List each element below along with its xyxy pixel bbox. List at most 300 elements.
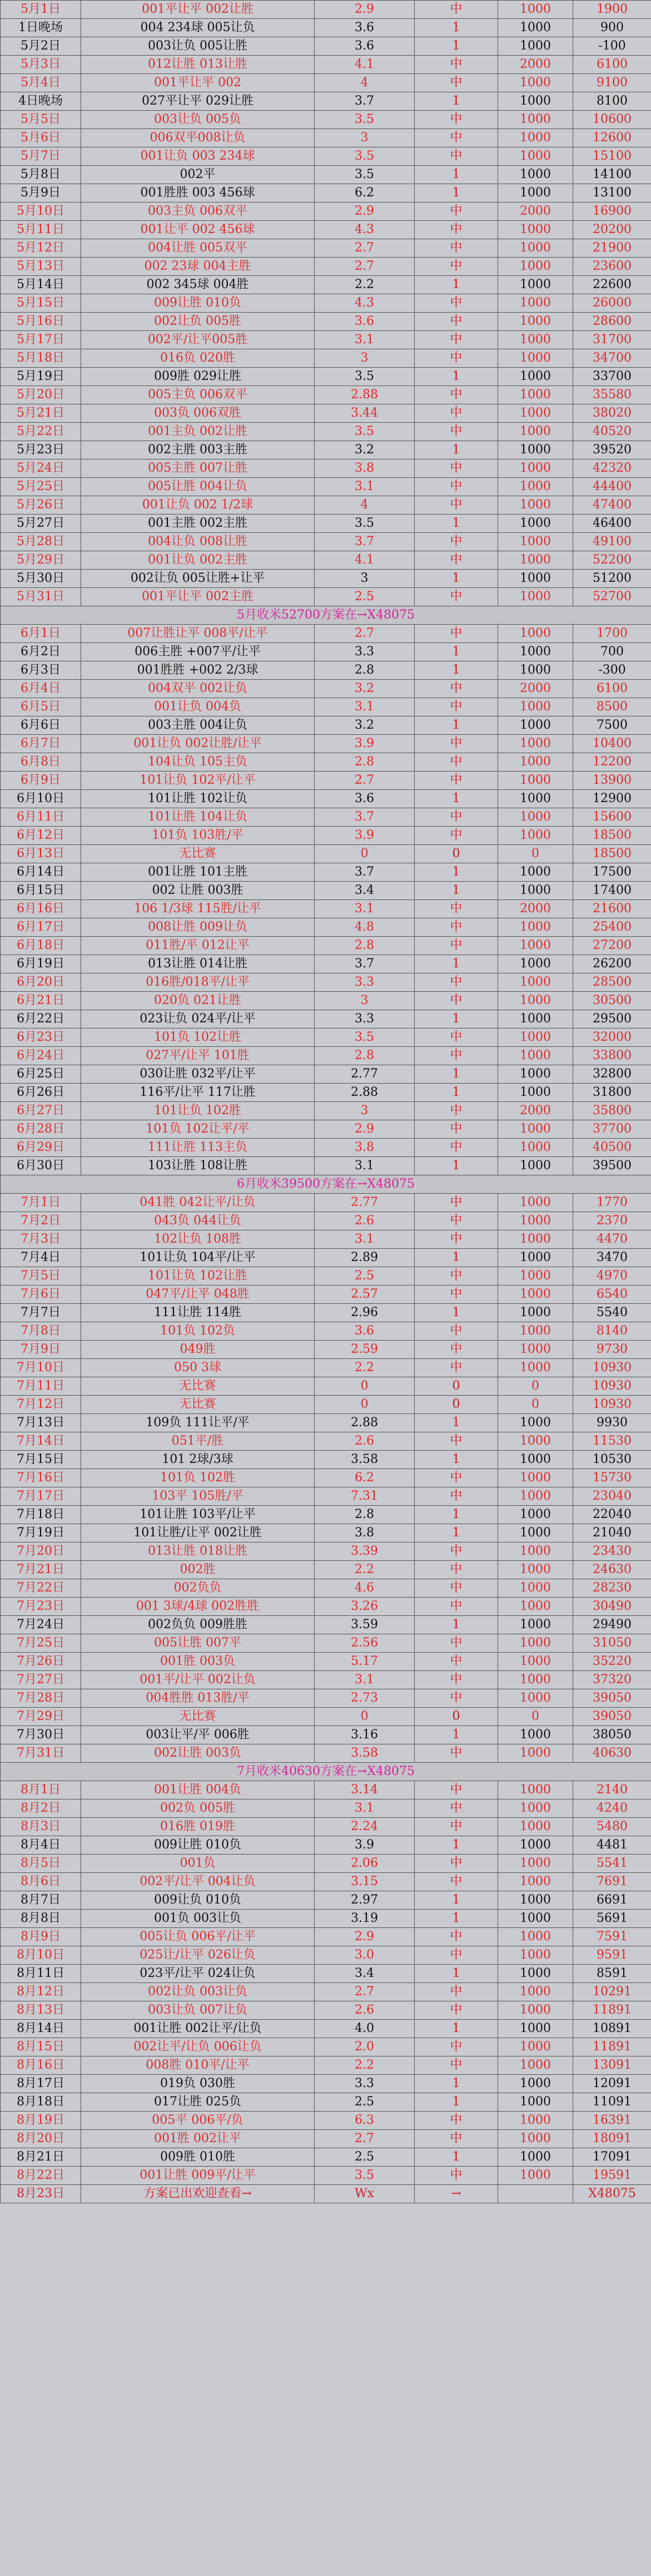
odds-cell: 3.7 <box>315 863 415 882</box>
result-cell: 中 <box>415 258 498 276</box>
date-cell: 6月16日 <box>1 900 81 918</box>
date-cell: 6月30日 <box>1 1157 81 1175</box>
stake-cell: 1000 <box>498 955 573 973</box>
odds-cell: 3.5 <box>315 423 415 441</box>
odds-cell: 3.2 <box>315 441 415 459</box>
table-row <box>1 1249 651 1267</box>
stake-cell: 1000 <box>498 1 573 19</box>
table-row <box>1 827 651 845</box>
picks-cell: 001让胜 002让平/让负 <box>81 2020 315 2038</box>
stake-cell: 2000 <box>498 56 573 74</box>
date-cell: 6月4日 <box>1 680 81 698</box>
result-cell: 中 <box>415 313 498 331</box>
odds-cell: 4.0 <box>315 2020 415 2038</box>
picks-cell: 103平 105胜/平 <box>81 1487 315 1506</box>
stake-cell: 1000 <box>498 698 573 716</box>
footer-blank <box>498 2185 573 2203</box>
odds-cell: 4.1 <box>315 56 415 74</box>
table-row <box>1 111 651 129</box>
balance-cell: 29490 <box>573 1616 651 1634</box>
picks-cell: 041胜 042让平/让负 <box>81 1194 315 1212</box>
odds-cell: 3.1 <box>315 1799 415 1818</box>
result-cell: 中 <box>415 496 498 515</box>
stake-cell: 1000 <box>498 441 573 459</box>
footer-contact-id: X48075 <box>573 2185 651 2203</box>
date-cell: 6月29日 <box>1 1139 81 1157</box>
result-cell: 中 <box>415 349 498 368</box>
table-row <box>1 1634 651 1653</box>
table-row <box>1 1469 651 1487</box>
picks-cell: 050 3球 <box>81 1359 315 1377</box>
result-cell: 中 <box>415 698 498 716</box>
date-cell: 7月3日 <box>1 1230 81 1249</box>
odds-cell: 3.1 <box>315 478 415 496</box>
stake-cell: 1000 <box>498 735 573 753</box>
date-cell: 5月13日 <box>1 258 81 276</box>
table-row <box>1 551 651 570</box>
odds-cell: 3.5 <box>315 2167 415 2185</box>
result-cell: 中 <box>415 735 498 753</box>
result-cell: 1 <box>415 1891 498 1910</box>
table-row <box>1 1120 651 1139</box>
month-summary-row <box>1 1763 651 1781</box>
balance-cell: 24630 <box>573 1561 651 1579</box>
odds-cell: 2.97 <box>315 1891 415 1910</box>
date-cell: 6月12日 <box>1 827 81 845</box>
stake-cell: 1000 <box>498 1047 573 1065</box>
table-row <box>1 1359 651 1377</box>
odds-cell: 2.73 <box>315 1689 415 1708</box>
table-row <box>1 202 651 221</box>
balance-cell: 40520 <box>573 423 651 441</box>
balance-cell: 7591 <box>573 1928 651 1946</box>
footer-message: 方案已出欢迎查看→ <box>81 2185 315 2203</box>
stake-cell: 1000 <box>498 239 573 258</box>
date-cell: 5月17日 <box>1 331 81 349</box>
date-cell: 5月6日 <box>1 129 81 147</box>
table-row <box>1 1341 651 1359</box>
odds-cell: 2.6 <box>315 1432 415 1451</box>
table-row <box>1 1304 651 1322</box>
picks-cell: 001胜胜 +002 2/3球 <box>81 661 315 680</box>
date-cell: 6月23日 <box>1 1029 81 1047</box>
picks-cell: 001让负 004负 <box>81 698 315 716</box>
result-cell: 1 <box>415 1524 498 1542</box>
table-row <box>1 1084 651 1102</box>
result-cell: 中 <box>415 918 498 937</box>
balance-cell: 5691 <box>573 1910 651 1928</box>
table-row <box>1 1726 651 1744</box>
stake-cell: 1000 <box>498 1542 573 1561</box>
picks-cell: 003负 006双胜 <box>81 404 315 423</box>
stake-cell: 1000 <box>498 19 573 37</box>
picks-cell: 101让胜/让平 002让胜 <box>81 1524 315 1542</box>
result-cell: 中 <box>415 808 498 827</box>
ledger-body <box>1 1 651 2203</box>
odds-cell: 2.6 <box>315 1212 415 1230</box>
table-row <box>1 1230 651 1249</box>
table-row <box>1 2112 651 2130</box>
result-cell: 中 <box>415 404 498 423</box>
table-row <box>1 808 651 827</box>
date-cell: 8月10日 <box>1 1946 81 1965</box>
odds-cell: 3.19 <box>315 1910 415 1928</box>
table-row <box>1 294 651 313</box>
table-row <box>1 570 651 588</box>
odds-cell: 4.3 <box>315 294 415 313</box>
table-row <box>1 2056 651 2075</box>
odds-cell: 3.26 <box>315 1598 415 1616</box>
date-cell: 5月25日 <box>1 478 81 496</box>
stake-cell: 1000 <box>498 1432 573 1451</box>
odds-cell: 2.57 <box>315 1285 415 1304</box>
date-cell: 7月25日 <box>1 1634 81 1653</box>
table-row <box>1 1616 651 1634</box>
result-cell: 中 <box>415 202 498 221</box>
result-cell: 中 <box>415 2167 498 2185</box>
result-cell: 1 <box>415 1414 498 1432</box>
picks-cell: 101负 102负 <box>81 1322 315 1341</box>
table-row <box>1 1377 651 1396</box>
result-cell: 中 <box>415 1855 498 1873</box>
result-cell: 中 <box>415 1432 498 1451</box>
result-cell: 中 <box>415 1120 498 1139</box>
odds-cell: 2.88 <box>315 1084 415 1102</box>
table-row <box>1 368 651 386</box>
date-cell: 6月15日 <box>1 882 81 900</box>
result-cell: 中 <box>415 1212 498 1230</box>
balance-cell: 19591 <box>573 2167 651 2185</box>
table-row <box>1 74 651 92</box>
balance-cell: 4470 <box>573 1230 651 1249</box>
odds-cell: 2.7 <box>315 625 415 643</box>
odds-cell: 3.6 <box>315 37 415 56</box>
table-row <box>1 643 651 661</box>
odds-cell: 3.5 <box>315 111 415 129</box>
stake-cell: 0 <box>498 1377 573 1396</box>
stake-cell: 1000 <box>498 1451 573 1469</box>
odds-cell: 2.0 <box>315 2038 415 2056</box>
stake-cell: 1000 <box>498 349 573 368</box>
picks-cell: 无比赛 <box>81 1708 315 1726</box>
stake-cell: 1000 <box>498 1212 573 1230</box>
date-cell: 5月8日 <box>1 166 81 184</box>
date-cell: 6月13日 <box>1 845 81 863</box>
picks-cell: 001 3球/4球 002胜胜 <box>81 1598 315 1616</box>
result-cell: 中 <box>415 588 498 606</box>
table-row <box>1 1102 651 1120</box>
picks-cell: 001让负 002 1/2球 <box>81 496 315 515</box>
balance-cell: 44400 <box>573 478 651 496</box>
balance-cell: 10600 <box>573 111 651 129</box>
stake-cell: 1000 <box>498 1561 573 1579</box>
date-cell: 7月8日 <box>1 1322 81 1341</box>
table-row <box>1 918 651 937</box>
odds-cell: 3.8 <box>315 459 415 478</box>
table-row <box>1 698 651 716</box>
picks-cell: 101让胜 102让负 <box>81 790 315 808</box>
stake-cell: 1000 <box>498 2075 573 2093</box>
picks-cell: 101让胜 103平/让平 <box>81 1506 315 1524</box>
picks-cell: 013让胜 014让胜 <box>81 955 315 973</box>
picks-cell: 004让胜 005双平 <box>81 239 315 258</box>
stake-cell: 1000 <box>498 1910 573 1928</box>
table-row <box>1 1139 651 1157</box>
odds-cell: 3.6 <box>315 313 415 331</box>
stake-cell: 1000 <box>498 1341 573 1359</box>
table-row <box>1 2038 651 2056</box>
table-row <box>1 1506 651 1524</box>
result-cell: 1 <box>415 1010 498 1029</box>
balance-cell: 23600 <box>573 258 651 276</box>
date-cell: 8月9日 <box>1 1928 81 1946</box>
stake-cell: 1000 <box>498 1084 573 1102</box>
table-row <box>1 882 651 900</box>
table-row <box>1 661 651 680</box>
stake-cell: 1000 <box>498 716 573 735</box>
picks-cell: 049胜 <box>81 1341 315 1359</box>
stake-cell: 0 <box>498 1396 573 1414</box>
stake-cell: 1000 <box>498 313 573 331</box>
table-row <box>1 845 651 863</box>
date-cell: 7月10日 <box>1 1359 81 1377</box>
date-cell: 5月22日 <box>1 423 81 441</box>
date-cell: 5月19日 <box>1 368 81 386</box>
odds-cell: 3.7 <box>315 92 415 111</box>
stake-cell: 1000 <box>498 1322 573 1341</box>
date-cell: 7月26日 <box>1 1653 81 1671</box>
odds-cell: 2.8 <box>315 1506 415 1524</box>
stake-cell: 1000 <box>498 973 573 992</box>
stake-cell: 1000 <box>498 1029 573 1047</box>
picks-cell: 023让负 024平/让平 <box>81 1010 315 1029</box>
table-row <box>1 680 651 698</box>
result-cell: 中 <box>415 1781 498 1799</box>
odds-cell: 3.7 <box>315 808 415 827</box>
result-cell: 中 <box>415 1322 498 1341</box>
stake-cell: 1000 <box>498 496 573 515</box>
result-cell: 中 <box>415 147 498 166</box>
table-row <box>1 2167 651 2185</box>
odds-cell: 2.7 <box>315 258 415 276</box>
odds-cell: 3.3 <box>315 2075 415 2093</box>
odds-cell: 5.17 <box>315 1653 415 1671</box>
table-row <box>1 258 651 276</box>
picks-cell: 001胜 003负 <box>81 1653 315 1671</box>
date-cell: 7月23日 <box>1 1598 81 1616</box>
odds-cell: 3.3 <box>315 973 415 992</box>
odds-cell: 2.9 <box>315 1120 415 1139</box>
balance-cell: 10400 <box>573 735 651 753</box>
stake-cell: 1000 <box>498 992 573 1010</box>
picks-cell: 023平/让平 024让负 <box>81 1965 315 1983</box>
picks-cell: 101负 102让胜 <box>81 1029 315 1047</box>
month-summary: 6月收米39500方案在→X48075 <box>1 1175 651 1194</box>
picks-cell: 001让胜 009平/让平 <box>81 2167 315 2185</box>
odds-cell: 3.1 <box>315 1230 415 1249</box>
odds-cell: 3.6 <box>315 790 415 808</box>
picks-cell: 109负 111让平/平 <box>81 1414 315 1432</box>
result-cell: 1 <box>415 2093 498 2112</box>
picks-cell: 001让负 002主胜 <box>81 551 315 570</box>
balance-cell: 18091 <box>573 2130 651 2148</box>
stake-cell: 1000 <box>498 2093 573 2112</box>
result-cell: 中 <box>415 1341 498 1359</box>
result-cell: 中 <box>415 1542 498 1561</box>
date-cell: 7月4日 <box>1 1249 81 1267</box>
table-row <box>1 1671 651 1689</box>
balance-cell: 13091 <box>573 2056 651 2075</box>
picks-cell: 001让胜 004负 <box>81 1781 315 1799</box>
table-row <box>1 1194 651 1212</box>
table-row <box>1 1285 651 1304</box>
stake-cell: 1000 <box>498 1230 573 1249</box>
stake-cell: 1000 <box>498 1634 573 1653</box>
picks-cell: 009让胜 010负 <box>81 1836 315 1855</box>
result-cell: 中 <box>415 1983 498 2001</box>
balance-cell: 5541 <box>573 1855 651 1873</box>
odds-cell: 4 <box>315 496 415 515</box>
picks-cell: 003主胜 004让负 <box>81 716 315 735</box>
date-cell: 7月6日 <box>1 1285 81 1304</box>
result-cell: 1 <box>415 1836 498 1855</box>
table-row <box>1 735 651 753</box>
month-summary: 7月收米40630方案在→X48075 <box>1 1763 651 1781</box>
date-cell: 6月26日 <box>1 1084 81 1102</box>
stake-cell: 1000 <box>498 1157 573 1175</box>
odds-cell: 2.8 <box>315 661 415 680</box>
date-cell: 8月21日 <box>1 2148 81 2167</box>
date-cell: 5月23日 <box>1 441 81 459</box>
picks-cell: 027平让平 029让胜 <box>81 92 315 111</box>
table-row <box>1 129 651 147</box>
table-row <box>1 1928 651 1946</box>
balance-cell: 9591 <box>573 1946 651 1965</box>
table-row <box>1 19 651 37</box>
date-cell: 7月31日 <box>1 1744 81 1763</box>
date-cell: 6月27日 <box>1 1102 81 1120</box>
date-cell: 5月1日 <box>1 1 81 19</box>
stake-cell: 1000 <box>498 1671 573 1689</box>
footer-row <box>1 2185 651 2203</box>
stake-cell: 1000 <box>498 331 573 349</box>
result-cell: 0 <box>415 845 498 863</box>
table-row <box>1 1542 651 1561</box>
odds-cell: 2.2 <box>315 276 415 294</box>
odds-cell: 2.06 <box>315 1855 415 1873</box>
result-cell: 中 <box>415 625 498 643</box>
balance-cell: 18500 <box>573 827 651 845</box>
result-cell: 中 <box>415 1561 498 1579</box>
balance-cell: 16900 <box>573 202 651 221</box>
balance-cell: 2140 <box>573 1781 651 1799</box>
picks-cell: 002 让胜 003胜 <box>81 882 315 900</box>
picks-cell: 013让胜 018让胜 <box>81 1542 315 1561</box>
result-cell: 中 <box>415 1469 498 1487</box>
result-cell: 1 <box>415 1616 498 1634</box>
picks-cell: 008胜 010平/让平 <box>81 2056 315 2075</box>
date-cell: 5月5日 <box>1 111 81 129</box>
balance-cell: 51200 <box>573 570 651 588</box>
balance-cell: 26200 <box>573 955 651 973</box>
result-cell: 1 <box>415 882 498 900</box>
balance-cell: 11891 <box>573 2038 651 2056</box>
result-cell: 中 <box>415 1799 498 1818</box>
table-row <box>1 1414 651 1432</box>
result-cell: 中 <box>415 1873 498 1891</box>
table-row <box>1 1598 651 1616</box>
odds-cell: 3.44 <box>315 404 415 423</box>
odds-cell: 2.8 <box>315 937 415 955</box>
picks-cell: 001平让平 002让胜 <box>81 1 315 19</box>
balance-cell: 17091 <box>573 2148 651 2167</box>
picks-cell: 111让胜 114胜 <box>81 1304 315 1322</box>
stake-cell: 1000 <box>498 166 573 184</box>
balance-cell: 13900 <box>573 772 651 790</box>
balance-cell: 11891 <box>573 2001 651 2020</box>
stake-cell: 1000 <box>498 1487 573 1506</box>
picks-cell: 043负 044让负 <box>81 1212 315 1230</box>
stake-cell: 1000 <box>498 2038 573 2056</box>
balance-cell: 10930 <box>573 1396 651 1414</box>
date-cell: 8月22日 <box>1 2167 81 2185</box>
result-cell: 0 <box>415 1708 498 1726</box>
balance-cell: 13100 <box>573 184 651 202</box>
picks-cell: 005平 006平/负 <box>81 2112 315 2130</box>
table-row <box>1 515 651 533</box>
table-row <box>1 2020 651 2038</box>
result-cell: 中 <box>415 1194 498 1212</box>
odds-cell: 3.8 <box>315 1139 415 1157</box>
odds-cell: 2.9 <box>315 1 415 19</box>
date-cell: 7月19日 <box>1 1524 81 1542</box>
date-cell: 8月14日 <box>1 2020 81 2038</box>
balance-cell: 9930 <box>573 1414 651 1432</box>
picks-cell: 005主胜 007让胜 <box>81 459 315 478</box>
date-cell: 5月9日 <box>1 184 81 202</box>
balance-cell: 5540 <box>573 1304 651 1322</box>
stake-cell: 1000 <box>498 643 573 661</box>
balance-cell: 33700 <box>573 368 651 386</box>
month-summary: 5月收米52700方案在→X48075 <box>1 606 651 625</box>
picks-cell: 002负 005胜 <box>81 1799 315 1818</box>
date-cell: 7月5日 <box>1 1267 81 1285</box>
picks-cell: 005主负 006双平 <box>81 386 315 404</box>
result-cell: 中 <box>415 1579 498 1598</box>
date-cell: 5月11日 <box>1 221 81 239</box>
table-row <box>1 1579 651 1598</box>
picks-cell: 003主负 006双平 <box>81 202 315 221</box>
result-cell: 中 <box>415 1029 498 1047</box>
balance-cell: 12600 <box>573 129 651 147</box>
balance-cell: 4240 <box>573 1799 651 1818</box>
picks-cell: 009让负 010负 <box>81 1891 315 1910</box>
result-cell: 中 <box>415 973 498 992</box>
odds-cell: 3.59 <box>315 1616 415 1634</box>
balance-cell: 1770 <box>573 1194 651 1212</box>
picks-cell: 001负 003让负 <box>81 1910 315 1928</box>
balance-cell: 37320 <box>573 1671 651 1689</box>
picks-cell: 002负负 009胜胜 <box>81 1616 315 1634</box>
balance-cell: 52200 <box>573 551 651 570</box>
balance-cell: 47400 <box>573 496 651 515</box>
stake-cell: 1000 <box>498 147 573 166</box>
balance-cell: 35800 <box>573 1102 651 1120</box>
picks-cell: 003让负 005负 <box>81 111 315 129</box>
result-cell: 中 <box>415 900 498 918</box>
picks-cell: 004胜胜 013胜/平 <box>81 1689 315 1708</box>
table-row <box>1 1029 651 1047</box>
